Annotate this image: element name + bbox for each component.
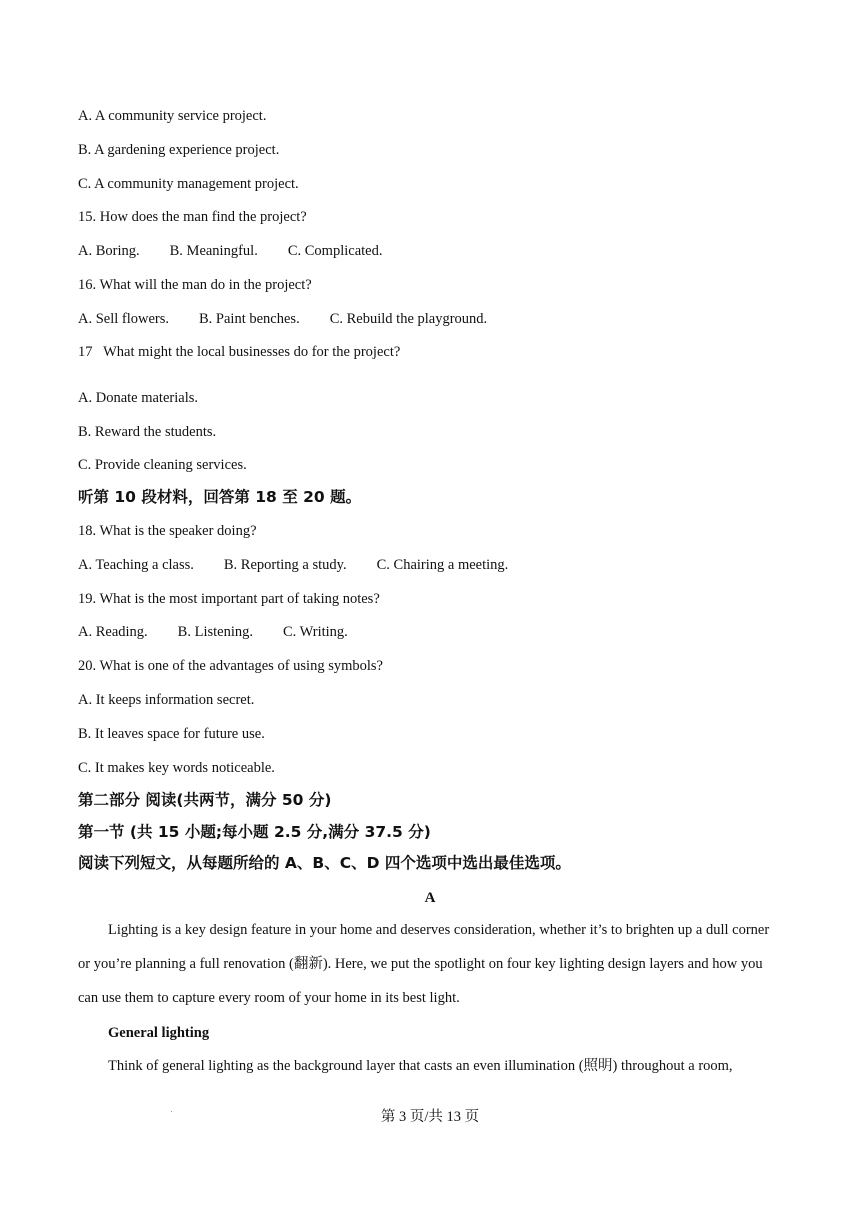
q15-option-a: A. Boring.: [78, 243, 140, 259]
q15-option-c: C. Complicated.: [287, 243, 383, 259]
q16-options: [78, 310, 487, 328]
q19-option-c: C. Writing.: [283, 624, 348, 640]
q20-option-a: A. It keeps information secret.: [78, 692, 255, 708]
page-footer: 第 3 页/共 13 页: [380, 1109, 480, 1125]
q17-question: 17 What might the local businesses do for the project?: [78, 344, 401, 360]
q17-option-b: B. Reward the students.: [78, 424, 217, 440]
q18-option-a: A. Teaching a class.: [78, 557, 194, 573]
q19-question: 19. What is the most important part of taking notes?: [78, 591, 380, 607]
q14-option-c: C. A community management project.: [78, 176, 299, 192]
q16-option-a: A. Sell flowers.: [78, 311, 170, 327]
q17-option-a: A. Donate materials.: [78, 390, 198, 406]
q15-options: [78, 242, 382, 260]
q15-question: 15. How does the man find the project?: [78, 209, 307, 225]
q19-options: [78, 623, 348, 641]
q18-question: 18. What is the speaker doing?: [78, 523, 257, 539]
q16-option-c: C. Rebuild the playground.: [329, 311, 488, 327]
reading-instruction: 阅读下列短文，从每题所给的 A、B、C、D 四个选项中选出最佳选项。: [78, 854, 571, 872]
passage-paragraph-2: Think of general lighting as the background layer that casts an even illumination (照明) throughout a room,: [108, 1058, 733, 1074]
q19-option-a: A. Reading.: [78, 624, 148, 640]
q17-option-c: C. Provide cleaning services.: [78, 457, 247, 473]
section-1-heading: 第一节 (共 15 小题;每小题 2.5 分,满分 37.5 分): [78, 823, 431, 841]
q15-option-b: B. Meaningful.: [169, 243, 258, 259]
passage-paragraph-1: Lighting is a key design feature in your home and deserves consideration, whether it’s to brighten up a dull corner or you’re planning a full renovation (翻新). Here, we put the spotlight on four key lighting design layers and how you can use them to capture every room of your home in its best light.: [78, 922, 770, 1006]
q19-option-b: B. Listening.: [177, 624, 253, 640]
q16-question: 16. What will the man do in the project?: [78, 277, 312, 293]
q14-option-b: B. A gardening experience project.: [78, 142, 280, 158]
q18-options: [78, 556, 508, 574]
q18-option-c: C. Chairing a meeting.: [376, 557, 509, 573]
part-2-heading: 第二部分 阅读(共两节，满分 50 分): [78, 791, 332, 809]
q16-option-b: B. Paint benches.: [199, 311, 300, 327]
q18-option-b: B. Reporting a study.: [223, 557, 347, 573]
q14-option-a: A. A community service project.: [78, 108, 267, 124]
section-10-heading: 听第 10 段材料，回答第 18 至 20 题。: [78, 488, 362, 506]
q20-question: 20. What is one of the advantages of using symbols?: [78, 658, 383, 674]
subheading-general-lighting: General lighting: [108, 1025, 210, 1041]
passage-title: A: [424, 890, 436, 906]
q20-option-c: C. It makes key words noticeable.: [78, 760, 275, 776]
q20-option-b: B. It leaves space for future use.: [78, 726, 265, 742]
